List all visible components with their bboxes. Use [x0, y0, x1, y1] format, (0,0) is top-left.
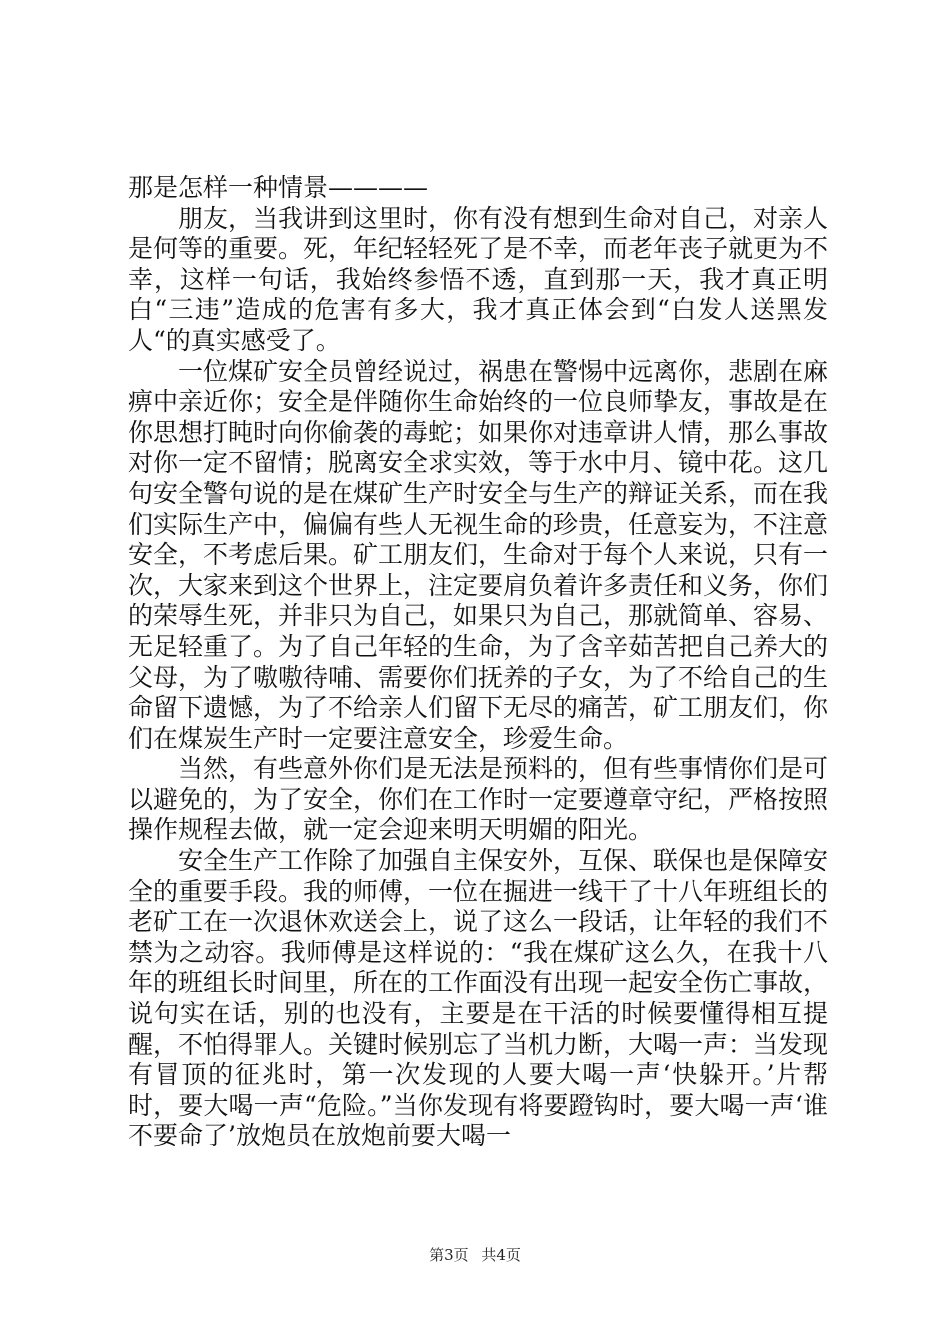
paragraph-intro-line: 那是怎样一种情景———— — [128, 173, 429, 202]
page-number: 第3页 — [429, 1246, 469, 1264]
paragraph-3: 当然，有些意外你们是无法是预料的，但有些事情你们是可以避免的，为了安全，你们在工作时一定要遵章守纪，严格按照操作规程去做，就一定会迎来明天明媚的阳光。 — [128, 754, 829, 845]
paragraph-1: 朋友，当我讲到这里时，你有没有想到生命对自己，对亲人是何等的重要。死，年纪轻轻死了是不幸，而老年丧子就更为不幸，这样一句话，我始终参悟不透，直到那一天，我才真正明白“三违”造成的危害有多大，我才真正体会到“白发人送黑发人“的真实感受了。 — [128, 203, 829, 355]
page-total: 共4页 — [481, 1246, 521, 1264]
document-body — [128, 173, 828, 1152]
page-footer — [0, 1244, 950, 1265]
paragraph-2: 一位煤矿安全员曾经说过，祸患在警惕中远离你，悲剧在麻痹中亲近你；安全是伴随你生命始终的一位良师挚友，事故是在你思想打盹时向你偷袭的毒蛇；如果你对违章讲人情，那么事故对你一定不留情；脱离安全求实效，等于水中月、镜中花。这几句安全警句说的是在煤矿生产时安全与生产的辩证关系，而在我们实际生产中，偏偏有些人无视生命的珍贵，任意妄为，不注意安全，不考虑后果。矿工朋友们，生命对于每个人来说，只有一次，大家来到这个世界上，注定要肩负着许多责任和义务，你们的荣辱生死，并非只为自己，如果只为自己，那就简单、容易、无足轻重了。为了自己年轻的生命，为了含辛茹苦把自己养大的父母，为了嗷嗷待哺、需要你们抚养的子女，为了不给自己的生命留下遗憾，为了不给亲人们留下无尽的痛苦，矿工朋友们，你们在煤炭生产时一定要注意安全，珍爱生命。 — [128, 356, 829, 753]
paragraph-4: 安全生产工作除了加强自主保安外，互保、联保也是保障安全的重要手段。我的师傅，一位在掘进一线干了十八年班组长的老矿工在一次退休欢送会上，说了这么一段话，让年轻的我们不禁为之动容。我师傅是这样说的：“我在煤矿这么久，在我十八年的班组长时间里，所在的工作面没有出现一起安全伤亡事故，说句实在话，别的也没有，主要是在干活的时候要懂得相互提醒，不怕得罪人。关键时候别忘了当机力断，大喝一声：当发现有冒顶的征兆时，第一次发现的人要大喝一声‘快躲开。’片帮时，要大喝一声“危险。”当你发现有将要蹬钩时，要大喝一声‘谁不要命了’放炮员在放炮前要大喝一 — [128, 846, 829, 1151]
